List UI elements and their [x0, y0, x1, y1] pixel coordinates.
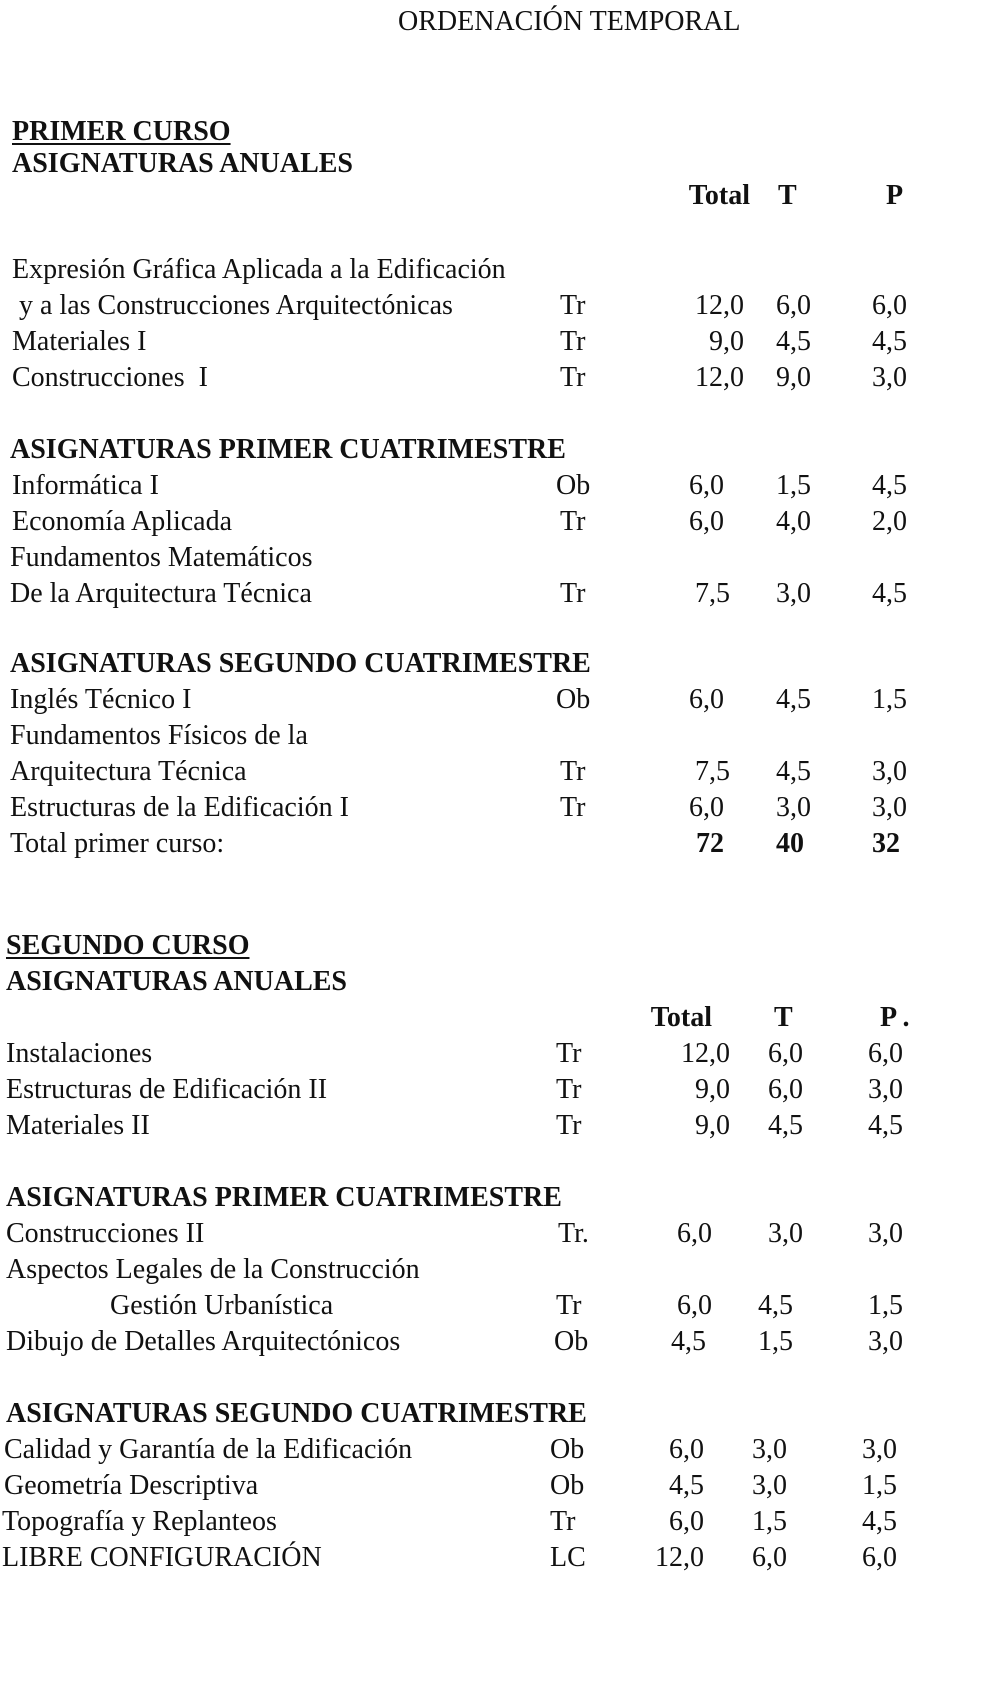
subject-type: Tr: [556, 1290, 582, 1321]
subject-t: 3,0: [776, 578, 811, 609]
subject-type: Ob: [556, 470, 591, 501]
table-row: [0, 508, 992, 542]
total-t: 40: [776, 828, 804, 859]
subject-t: 6,0: [768, 1074, 803, 1105]
subject-p: 3,0: [868, 1074, 903, 1105]
subject-p: 6,0: [872, 290, 907, 321]
subject-t: 6,0: [768, 1038, 803, 1069]
subject-total: 6,0: [669, 1506, 704, 1537]
subject-total: 9,0: [709, 326, 744, 357]
subject-t: 3,0: [752, 1470, 787, 1501]
col-t: T: [778, 180, 797, 211]
subject-type: Ob: [550, 1470, 585, 1501]
subject-t: 3,0: [768, 1218, 803, 1249]
subject-name: LIBRE CONFIGURACIÓN: [2, 1542, 322, 1573]
course-heading-1: PRIMER CURSO: [12, 116, 231, 147]
subject-type: Tr: [556, 1038, 582, 1069]
subject-t: 6,0: [776, 290, 811, 321]
subject-type: Tr: [550, 1506, 576, 1537]
subject-total: 6,0: [677, 1290, 712, 1321]
subject-p: 6,0: [868, 1038, 903, 1069]
subject-line: Expresión Gráfica Aplicada a la Edificación: [12, 254, 506, 285]
subject-type: Tr: [556, 1110, 582, 1141]
subject-total: 6,0: [689, 506, 724, 537]
subject-name: Instalaciones: [6, 1038, 153, 1069]
subject-total: 6,0: [669, 1434, 704, 1465]
section-heading-pc-1: ASIGNATURAS PRIMER CUATRIMESTRE: [10, 434, 566, 465]
subject-name: Construcciones I: [12, 362, 208, 393]
subject-p: 1,5: [868, 1290, 903, 1321]
subject-line: Aspectos Legales de la Construcción: [6, 1254, 420, 1285]
subject-t: 4,5: [758, 1290, 793, 1321]
table-row: [0, 328, 992, 362]
subject-total: 6,0: [689, 470, 724, 501]
subject-total: 6,0: [689, 792, 724, 823]
col-t: T: [774, 1002, 793, 1033]
subject-name: Calidad y Garantía de la Edificación: [4, 1434, 413, 1465]
subject-p: 1,5: [862, 1470, 897, 1501]
subject-p: 3,0: [872, 792, 907, 823]
subject-total: 7,5: [695, 578, 730, 609]
table-row: [0, 1040, 992, 1074]
subject-total: 9,0: [695, 1074, 730, 1105]
total-row: [0, 830, 992, 864]
subject-name: Arquitectura Técnica: [10, 756, 247, 787]
table-row: [0, 472, 992, 506]
subject-p: 4,5: [862, 1506, 897, 1537]
table-row: [0, 292, 992, 326]
subject-name: Materiales I: [12, 326, 147, 357]
table-row: [0, 1220, 992, 1254]
subject-total: 6,0: [689, 684, 724, 715]
subject-p: 4,5: [872, 470, 907, 501]
subject-name: Inglés Técnico I: [10, 684, 192, 715]
subject-p: 3,0: [872, 756, 907, 787]
subject-name: Estructuras de la Edificación I: [10, 792, 349, 823]
table-row: [0, 794, 992, 828]
subject-total: 6,0: [677, 1218, 712, 1249]
subject-type: Ob: [554, 1326, 589, 1357]
subject-line: Fundamentos Físicos de la: [10, 720, 308, 751]
section-heading-anuales-1: ASIGNATURAS ANUALES: [12, 148, 354, 179]
subject-p: 4,5: [872, 326, 907, 357]
section-heading-pc-2: ASIGNATURAS PRIMER CUATRIMESTRE: [6, 1182, 562, 1213]
subject-t: 6,0: [752, 1542, 787, 1573]
table-row: [0, 1472, 992, 1506]
subject-name: Economía Aplicada: [12, 506, 233, 537]
subject-line: Fundamentos Matemáticos: [10, 542, 313, 573]
subject-total: 12,0: [695, 362, 744, 393]
page-title: ORDENACIÓN TEMPORAL: [398, 6, 741, 37]
table-row: [0, 1544, 992, 1578]
subject-name: Materiales II: [6, 1110, 150, 1141]
subject-t: 1,5: [752, 1506, 787, 1537]
col-p: P .: [880, 1002, 910, 1033]
subject-type: Tr: [560, 756, 586, 787]
section-heading-anuales-2: ASIGNATURAS ANUALES: [6, 966, 348, 997]
subject-p: 3,0: [862, 1434, 897, 1465]
subject-type: Tr: [560, 792, 586, 823]
subject-total: 4,5: [669, 1470, 704, 1501]
table-row: [0, 1076, 992, 1110]
subject-t: 4,5: [776, 756, 811, 787]
subject-t: 1,5: [776, 470, 811, 501]
subject-type: Tr: [560, 362, 586, 393]
subject-type: Tr: [560, 578, 586, 609]
subject-t: 4,5: [776, 684, 811, 715]
subject-name: Informática I: [12, 470, 159, 501]
subject-p: 4,5: [868, 1110, 903, 1141]
subject-name: De la Arquitectura Técnica: [10, 578, 312, 609]
table-row: [0, 1508, 992, 1542]
col-total: Total: [650, 1002, 712, 1033]
subject-p: 3,0: [868, 1218, 903, 1249]
table-row: [0, 1112, 992, 1146]
subject-p: 3,0: [872, 362, 907, 393]
subject-type: Ob: [550, 1434, 585, 1465]
subject-p: 4,5: [872, 578, 907, 609]
subject-type: Tr: [556, 1074, 582, 1105]
subject-p: 6,0: [862, 1542, 897, 1573]
col-total: Total: [688, 180, 750, 211]
table-row: [0, 364, 992, 398]
total-label: Total primer curso:: [10, 828, 225, 859]
total-value: 72: [696, 828, 724, 859]
subject-name: y a las Construcciones Arquitectónicas: [12, 290, 453, 321]
subject-t: 3,0: [776, 792, 811, 823]
section-heading-sc-1: ASIGNATURAS SEGUNDO CUATRIMESTRE: [10, 648, 591, 679]
subject-p: 1,5: [872, 684, 907, 715]
subject-type: Tr: [560, 290, 586, 321]
table-row: [0, 580, 992, 614]
column-headers-1: [0, 182, 992, 216]
subject-name: Gestión Urbanística: [110, 1290, 334, 1321]
subject-total: 12,0: [681, 1038, 730, 1069]
table-row: [0, 758, 992, 792]
col-p: P: [886, 180, 904, 211]
subject-name: Construcciones II: [6, 1218, 205, 1249]
subject-type: LC: [550, 1542, 586, 1573]
subject-t: 1,5: [758, 1326, 793, 1357]
subject-total: 4,5: [671, 1326, 706, 1357]
subject-t: 3,0: [752, 1434, 787, 1465]
table-row: [0, 686, 992, 720]
subject-total: 12,0: [695, 290, 744, 321]
subject-name: Estructuras de Edificación II: [6, 1074, 328, 1105]
subject-p: 3,0: [868, 1326, 903, 1357]
subject-p: 2,0: [872, 506, 907, 537]
subject-total: 12,0: [655, 1542, 704, 1573]
subject-total: 7,5: [695, 756, 730, 787]
section-heading-sc-2: ASIGNATURAS SEGUNDO CUATRIMESTRE: [6, 1398, 587, 1429]
subject-name: Dibujo de Detalles Arquitectónicos: [6, 1326, 401, 1357]
table-row: [0, 1436, 992, 1470]
subject-name: Topografía y Replanteos: [2, 1506, 277, 1537]
course-heading-2: SEGUNDO CURSO: [6, 930, 250, 961]
total-p: 32: [872, 828, 900, 859]
subject-t: 4,0: [776, 506, 811, 537]
table-row: [0, 1328, 992, 1362]
subject-name: Geometría Descriptiva: [4, 1470, 259, 1501]
column-headers-2: [0, 1004, 992, 1038]
subject-type: Tr.: [558, 1218, 589, 1249]
subject-type: Tr: [560, 506, 586, 537]
subject-type: Tr: [560, 326, 586, 357]
subject-t: 9,0: [776, 362, 811, 393]
subject-t: 4,5: [768, 1110, 803, 1141]
table-row: [0, 1292, 992, 1326]
subject-type: Ob: [556, 684, 591, 715]
subject-total: 9,0: [695, 1110, 730, 1141]
subject-t: 4,5: [776, 326, 811, 357]
